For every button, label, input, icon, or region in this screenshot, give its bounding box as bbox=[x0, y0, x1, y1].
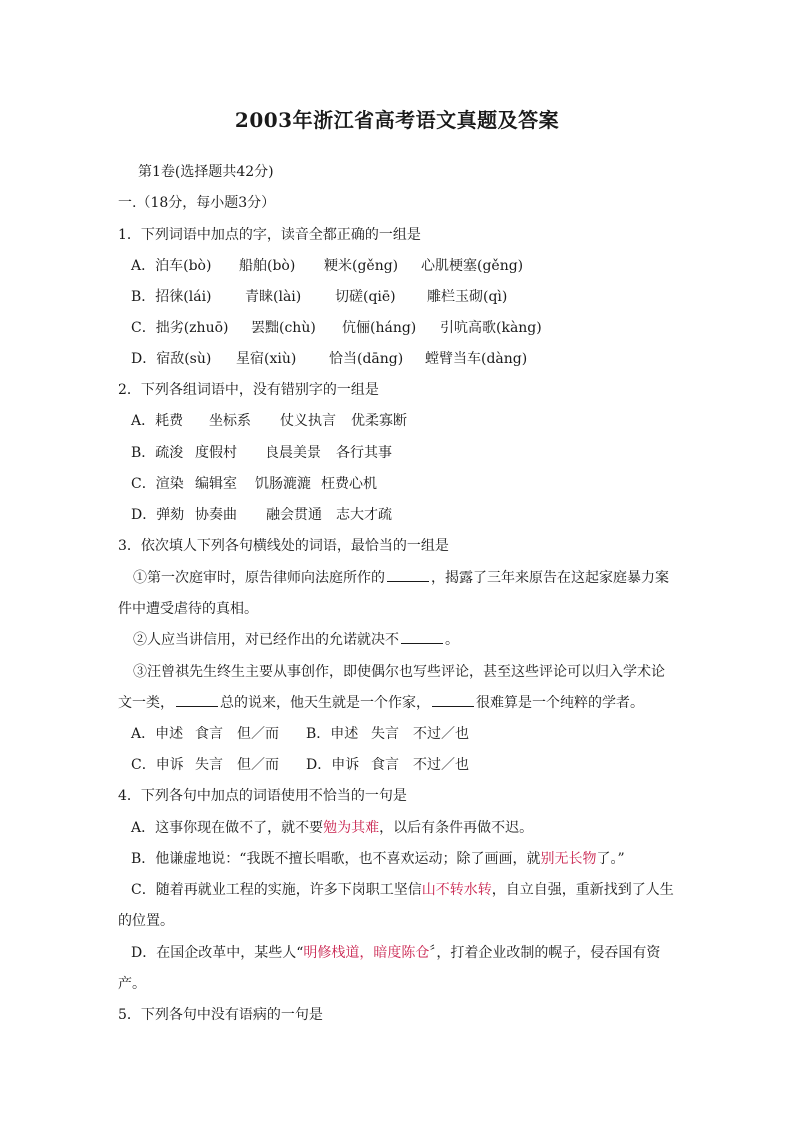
option-d-item-1: D．弹劾 bbox=[131, 507, 185, 523]
option-c-item-2: 罢黜(chù) bbox=[251, 320, 316, 336]
option-b-item-2: 青睐(lài) bbox=[245, 289, 302, 305]
question-1-option-b bbox=[131, 287, 508, 307]
option-a-text-end: ，以后有条件再做不迟。 bbox=[379, 820, 534, 836]
option-c-item-2: 失言 bbox=[195, 757, 223, 773]
option-a-item-4: 心肌梗塞(gěng) bbox=[421, 258, 524, 274]
question-3-sentence-1-cont: 件中遭受虐待的真相。 bbox=[118, 601, 258, 617]
option-a-item-1: A．泊车(bò) bbox=[131, 258, 212, 274]
question-2-option-d bbox=[131, 505, 392, 525]
question-1-option-a bbox=[131, 256, 524, 276]
option-d-item-3: 融会贯通 bbox=[266, 507, 322, 523]
fill-blank bbox=[432, 694, 474, 707]
option-c-item-1: C．渲染 bbox=[131, 476, 184, 492]
question-3-options-ab bbox=[131, 724, 469, 744]
option-b-item-1: B．招徕(lái) bbox=[131, 289, 212, 305]
question-1-stem: 1．下列词语中加点的字，读音全都正确的一组是 bbox=[118, 227, 421, 243]
option-a-item-1: A．耗费 bbox=[131, 413, 184, 429]
question-4-option-c-cont: 的位置。 bbox=[118, 913, 174, 929]
question-1-option-c bbox=[131, 318, 542, 338]
sentence-1-part-a: ①第一次庭审时，原告律师向法庭所作的 bbox=[133, 570, 385, 586]
question-3-sentence-3: ③汪曾祺先生终生主要从事创作，即使偶尔也写些评论，甚至这些评论可以归入学术论 bbox=[133, 664, 665, 680]
question-3-sentence-2 bbox=[133, 630, 459, 650]
question-4-option-d-cont: 产。 bbox=[118, 976, 146, 992]
page-title: 2003年浙江省高考语文真题及答案 bbox=[234, 108, 560, 132]
sentence-3-part-c: 总的说来，他天生就是一个作家， bbox=[220, 695, 430, 711]
option-b-item-3: 切磋(qiē) bbox=[335, 289, 396, 305]
fill-blank bbox=[387, 569, 429, 582]
question-4-option-b bbox=[131, 849, 625, 869]
question-3-stem: 3．依次填人下列各句横线处的词语，最恰当的一组是 bbox=[118, 538, 449, 554]
option-d-highlight: 明修栈道，暗度陈仓 bbox=[303, 945, 430, 961]
option-a-highlight: 勉为其难 bbox=[323, 820, 380, 836]
option-a-item-1: A．申述 bbox=[131, 726, 184, 742]
option-b-text-end: 了。” bbox=[596, 851, 625, 867]
part-heading: 一.（18分，每小题3分） bbox=[118, 195, 276, 211]
question-4-option-c bbox=[131, 880, 674, 900]
question-4-option-d bbox=[131, 943, 660, 963]
sentence-2-part-b: 。 bbox=[445, 632, 459, 648]
option-b-item-1: B．疏浚 bbox=[131, 445, 184, 461]
option-a-text: A．这事你现在做不了，就不要 bbox=[131, 820, 324, 836]
fill-blank bbox=[176, 694, 218, 707]
sentence-2-part-a: ②人应当讲信用，对已经作出的允诺就决不 bbox=[133, 632, 399, 648]
question-3-options-cd bbox=[131, 755, 469, 775]
option-d-item-2: 星宿(xiù) bbox=[236, 351, 297, 367]
question-1-option-d bbox=[131, 349, 528, 369]
question-2-option-a bbox=[131, 411, 407, 431]
option-c-item-3: 但／而 bbox=[237, 757, 279, 773]
question-2-stem: 2．下列各组词语中，没有错别字的一组是 bbox=[118, 382, 379, 398]
sentence-3-part-b: 文一类， bbox=[118, 695, 174, 711]
option-d-text-end: 〞，打着企业改制的幌子，侵吞国有资 bbox=[429, 945, 661, 961]
option-c-item-4: 引吭高歌(kàng) bbox=[440, 320, 542, 336]
option-b-item-1: B．申述 bbox=[306, 726, 359, 742]
option-d-text: D．在国企改革中，某些人“ bbox=[131, 945, 304, 961]
option-a-item-2: 船舶(bò) bbox=[239, 258, 296, 274]
option-c-text-end: ，自立自强，重新找到了人生 bbox=[491, 882, 674, 898]
option-d-item-2: 食言 bbox=[371, 757, 399, 773]
option-a-item-3: 粳米(gěng) bbox=[324, 258, 399, 274]
option-c-item-1: C．申诉 bbox=[131, 757, 184, 773]
option-c-text: C．随着再就业工程的实施，许多下岗职工坚信 bbox=[131, 882, 422, 898]
fill-blank bbox=[401, 631, 443, 644]
option-d-item-3: 不过／也 bbox=[413, 757, 469, 773]
option-d-item-2: 协奏曲 bbox=[195, 507, 237, 523]
option-b-text: B．他谦虚地说：“我既不擅长唱歌，也不喜欢运动；除了画画，就 bbox=[131, 851, 541, 867]
option-a-item-3: 仗义执言 bbox=[280, 413, 336, 429]
option-b-item-2: 失言 bbox=[371, 726, 399, 742]
option-b-highlight: 别无长物 bbox=[540, 851, 597, 867]
option-b-item-2: 度假村 bbox=[195, 445, 237, 461]
option-d-item-4: 螳臂当车(dàng) bbox=[425, 351, 528, 367]
option-d-item-3: 恰当(dāng) bbox=[329, 351, 404, 367]
section-heading: 第1卷(选择题共42分) bbox=[138, 164, 274, 180]
question-3-sentence-3-cont bbox=[118, 693, 644, 713]
option-d-item-4: 志大才疏 bbox=[336, 507, 392, 523]
option-b-item-4: 雕栏玉砌(qì) bbox=[427, 289, 508, 305]
option-a-item-3: 但／而 bbox=[237, 726, 279, 742]
question-4-stem: 4．下列各句中加点的词语使用不恰当的一句是 bbox=[118, 788, 407, 804]
question-2-option-c bbox=[131, 474, 377, 494]
option-a-item-4: 优柔寡断 bbox=[351, 413, 407, 429]
question-5-stem: 5．下列各句中没有语病的一句是 bbox=[118, 1007, 323, 1023]
option-b-item-4: 各行其事 bbox=[336, 445, 392, 461]
question-4-option-a bbox=[131, 818, 533, 838]
option-b-item-3: 不过／也 bbox=[413, 726, 469, 742]
sentence-3-part-d: 很难算是一个纯粹的学者。 bbox=[476, 695, 644, 711]
option-c-item-3: 伉俪(háng) bbox=[342, 320, 417, 336]
option-c-highlight: 山不转水转 bbox=[421, 882, 492, 898]
question-2-option-b bbox=[131, 443, 392, 463]
option-c-item-1: C．拙劣(zhuō) bbox=[131, 320, 229, 336]
option-a-item-2: 食言 bbox=[195, 726, 223, 742]
option-c-item-4: 枉费心机 bbox=[321, 476, 377, 492]
sentence-1-part-b: ，揭露了三年来原告在这起家庭暴力案 bbox=[431, 570, 669, 586]
option-c-item-3: 饥肠漉漉 bbox=[255, 476, 311, 492]
option-a-item-2: 坐标系 bbox=[209, 413, 251, 429]
option-d-item-1: D．宿敌(sù) bbox=[131, 351, 212, 367]
option-c-item-2: 编辑室 bbox=[195, 476, 237, 492]
option-d-item-1: D．申诉 bbox=[306, 757, 360, 773]
question-3-sentence-1 bbox=[133, 568, 669, 588]
option-b-item-3: 良晨美景 bbox=[265, 445, 321, 461]
